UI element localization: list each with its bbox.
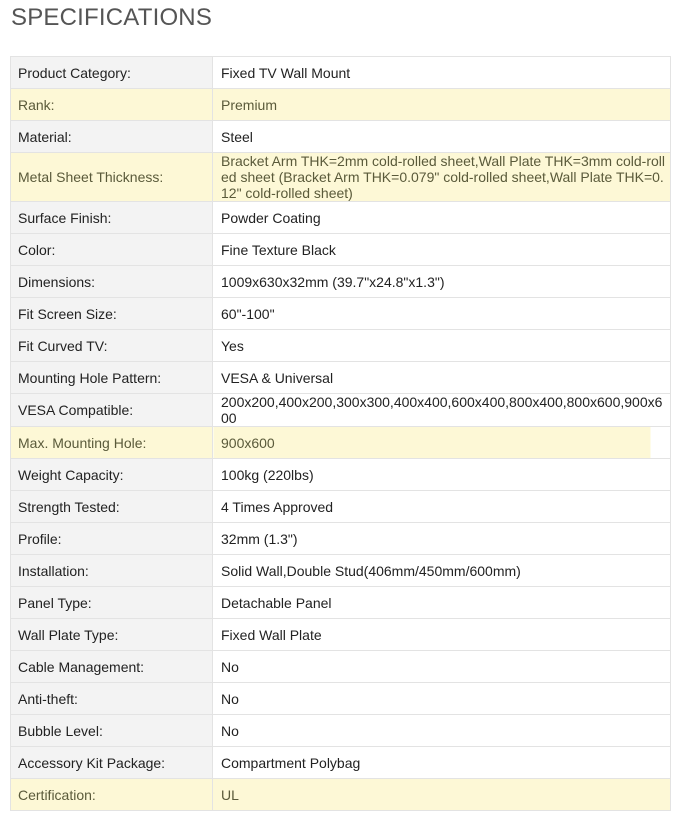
spec-label: Metal Sheet Thickness: xyxy=(11,153,213,202)
table-row xyxy=(11,491,671,523)
spec-value: 900x600 xyxy=(213,427,671,459)
table-row xyxy=(11,651,671,683)
spec-label: Max. Mounting Hole: xyxy=(11,427,213,459)
spec-label: Material: xyxy=(11,121,213,153)
table-row xyxy=(11,153,671,202)
table-row xyxy=(11,683,671,715)
spec-value: Compartment Polybag xyxy=(213,747,671,779)
table-row xyxy=(11,715,671,747)
spec-label: Certification: xyxy=(11,779,213,811)
table-row xyxy=(11,202,671,234)
table-row xyxy=(11,619,671,651)
table-row xyxy=(11,523,671,555)
table-row xyxy=(11,779,671,811)
table-row xyxy=(11,330,671,362)
spec-label: Profile: xyxy=(11,523,213,555)
table-row xyxy=(11,362,671,394)
spec-value: No xyxy=(213,651,671,683)
specifications-table xyxy=(10,56,671,811)
spec-value: Fixed Wall Plate xyxy=(213,619,671,651)
spec-value: 100kg (220lbs) xyxy=(213,459,671,491)
table-row xyxy=(11,747,671,779)
spec-value: 200x200,400x200,300x300,400x400,600x400,800x400,800x600,900x600 xyxy=(213,394,671,427)
table-row xyxy=(11,394,671,427)
spec-label: Weight Capacity: xyxy=(11,459,213,491)
table-row xyxy=(11,587,671,619)
spec-label: Dimensions: xyxy=(11,266,213,298)
table-row xyxy=(11,234,671,266)
spec-value: Fine Texture Black xyxy=(213,234,671,266)
spec-label: Product Category: xyxy=(11,57,213,89)
spec-label: Rank: xyxy=(11,89,213,121)
spec-label: Bubble Level: xyxy=(11,715,213,747)
table-row xyxy=(11,427,671,459)
spec-value: Fixed TV Wall Mount xyxy=(213,57,671,89)
spec-value: Powder Coating xyxy=(213,202,671,234)
spec-label: Surface Finish: xyxy=(11,202,213,234)
spec-value: 1009x630x32mm (39.7"x24.8"x1.3") xyxy=(213,266,671,298)
spec-value: UL xyxy=(213,779,671,811)
spec-label: Installation: xyxy=(11,555,213,587)
table-row xyxy=(11,298,671,330)
spec-value: Yes xyxy=(213,330,671,362)
spec-value: Bracket Arm THK=2mm cold-rolled sheet,Wall Plate THK=3mm cold-rolled sheet (Bracket Arm THK=0.079" cold-rolled sheet,Wall Plate THK=0.12" cold-rolled sheet) xyxy=(213,153,671,202)
spec-value: Solid Wall,Double Stud(406mm/450mm/600mm) xyxy=(213,555,671,587)
spec-label: Cable Management: xyxy=(11,651,213,683)
spec-label: Strength Tested: xyxy=(11,491,213,523)
spec-value: Detachable Panel xyxy=(213,587,671,619)
spec-value: 32mm (1.3") xyxy=(213,523,671,555)
spec-label: Fit Screen Size: xyxy=(11,298,213,330)
table-row xyxy=(11,89,671,121)
spec-label: Fit Curved TV: xyxy=(11,330,213,362)
spec-value: No xyxy=(213,715,671,747)
spec-label: Color: xyxy=(11,234,213,266)
table-row xyxy=(11,57,671,89)
spec-value: 4 Times Approved xyxy=(213,491,671,523)
table-row xyxy=(11,555,671,587)
spec-value: 60"-100" xyxy=(213,298,671,330)
spec-label: Anti-theft: xyxy=(11,683,213,715)
page-title: SPECIFICATIONS xyxy=(11,4,213,31)
spec-value: VESA & Universal xyxy=(213,362,671,394)
spec-value: Steel xyxy=(213,121,671,153)
spec-label: Accessory Kit Package: xyxy=(11,747,213,779)
spec-value: No xyxy=(213,683,671,715)
spec-label: Panel Type: xyxy=(11,587,213,619)
table-row xyxy=(11,266,671,298)
table-row xyxy=(11,459,671,491)
spec-label: Wall Plate Type: xyxy=(11,619,213,651)
table-row xyxy=(11,121,671,153)
spec-label: Mounting Hole Pattern: xyxy=(11,362,213,394)
spec-label: VESA Compatible: xyxy=(11,394,213,427)
spec-value: Premium xyxy=(213,89,671,121)
